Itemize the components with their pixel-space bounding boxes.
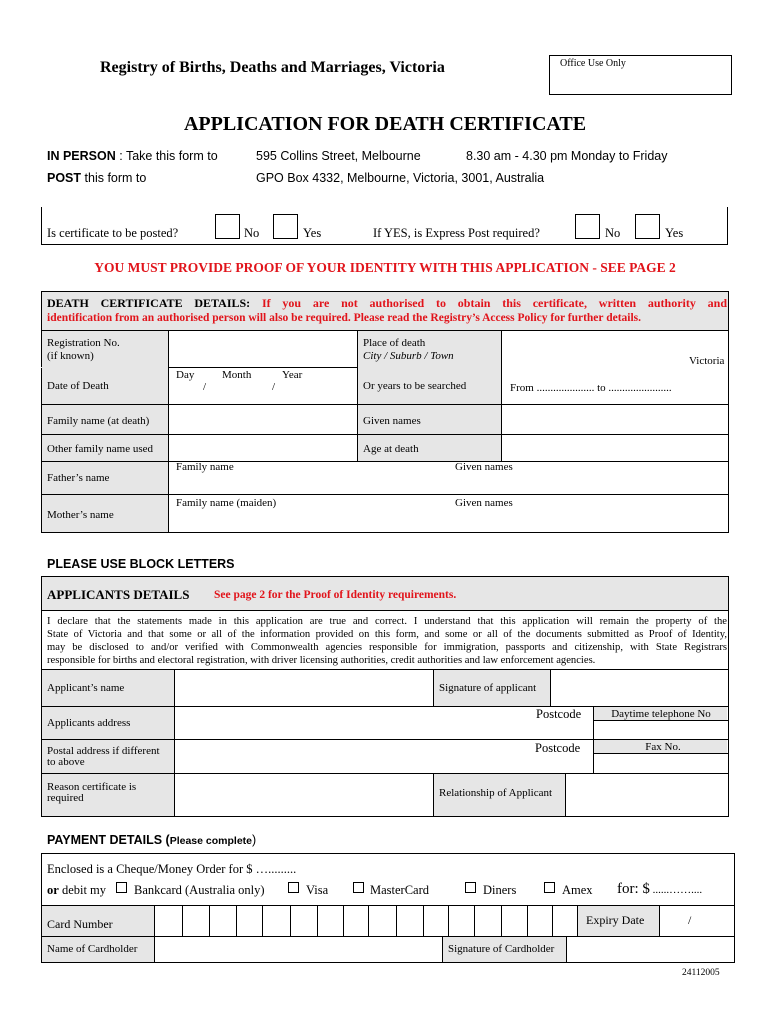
postal-address-hint: to above [47, 756, 85, 768]
post-text: this form to [81, 171, 147, 185]
office-use-label: Office Use Only [560, 58, 626, 69]
relationship-label: Relationship of Applicant [439, 787, 553, 799]
registry-title: Registry of Births, Deaths and Marriages, Victoria [100, 59, 445, 76]
death-heading-note-2: identification from an authorised person will also be required. Please read the Registry’s Access Policy for further details. [47, 312, 642, 324]
express-question: If YES, is Express Post required? [373, 226, 540, 240]
years-searched-range[interactable]: From ..................... to ....................... [510, 382, 672, 394]
age-at-death-input[interactable] [502, 435, 728, 461]
posted-yes-label: Yes [303, 226, 322, 240]
posted-yes-checkbox[interactable] [273, 214, 298, 239]
postcode-label-1: Postcode [536, 707, 582, 721]
daytime-phone-input[interactable] [594, 721, 728, 739]
bankcard-label: Bankcard (Australia only) [134, 883, 265, 897]
mother-given-names-label: Given names [455, 497, 513, 509]
death-details-heading [47, 296, 727, 311]
post-label: POST [47, 171, 82, 185]
place-of-death-hint: City / Suburb / Town [363, 350, 454, 362]
applicant-name-label: Applicant’s name [47, 682, 125, 694]
expiry-date-label: Expiry Date [586, 913, 645, 927]
post-address: GPO Box 4332, Melbourne, Victoria, 3001, Australia [256, 171, 545, 185]
visa-checkbox[interactable] [288, 882, 299, 893]
visa-label: Visa [306, 883, 329, 897]
in-person-line [47, 149, 218, 163]
bankcard-checkbox[interactable] [116, 882, 127, 893]
mastercard-label: MasterCard [370, 883, 430, 897]
date-slash-2: / [272, 381, 276, 393]
in-person-text: : Take this form to [115, 149, 218, 163]
cheque-line[interactable]: Enclosed is a Cheque/Money Order for $ …......... [47, 862, 297, 876]
diners-checkbox[interactable] [465, 882, 476, 893]
given-names-label: Given names [363, 415, 421, 427]
reason-label: Reason certificate is [47, 781, 137, 793]
postal-address-input[interactable] [175, 740, 593, 773]
date-slash-1: / [203, 381, 207, 393]
date-of-death-label: Date of Death [47, 380, 109, 392]
or-label: or [47, 883, 59, 897]
registration-no-hint: (if known) [47, 350, 94, 362]
daytime-phone-label: Daytime telephone No [611, 708, 711, 720]
mother-name-input[interactable] [169, 495, 728, 532]
express-no-checkbox[interactable] [575, 214, 600, 239]
for-dots: ......…….... [649, 884, 703, 896]
proof-notice: YOU MUST PROVIDE PROOF OF YOUR IDENTITY WITH THIS APPLICATION - SEE PAGE 2 [94, 260, 676, 275]
relationship-input[interactable] [566, 774, 728, 816]
mastercard-checkbox[interactable] [353, 882, 364, 893]
office-hours: 8.30 am - 4.30 pm Monday to Friday [466, 149, 668, 163]
card-number-input[interactable] [154, 906, 577, 936]
father-family-name-label: Family name [176, 461, 234, 473]
payment-heading [47, 833, 256, 847]
mother-family-name-label: Family name (maiden) [176, 497, 277, 509]
date-of-death-input[interactable] [169, 368, 356, 404]
office-use-box [549, 55, 732, 95]
reason-hint: required [47, 792, 84, 804]
years-searched-label: Or years to be searched [363, 380, 467, 392]
fax-input[interactable] [594, 754, 728, 773]
payment-heading-close: ) [252, 833, 257, 847]
amex-label: Amex [562, 883, 593, 897]
day-label: Day [176, 369, 195, 381]
applicant-address-label: Applicants address [47, 717, 131, 729]
place-of-death-label: Place of death [363, 337, 426, 349]
express-no-label: No [605, 226, 621, 240]
postcode-label-2: Postcode [535, 741, 581, 755]
state-victoria: Victoria [689, 355, 725, 367]
postal-address-label: Postal address if different [47, 745, 160, 757]
death-heading-note: If you are not authorised to obtain this certificate, written authority and [261, 296, 728, 310]
posted-no-label: No [244, 226, 260, 240]
given-names-input[interactable] [502, 405, 728, 434]
in-person-label: IN PERSON [47, 149, 116, 163]
cardholder-signature-label: Signature of Cardholder [448, 943, 555, 955]
applicant-heading-note: See page 2 for the Proof of Identity requirements. [214, 589, 457, 601]
form-code: 24112005 [682, 968, 720, 978]
death-heading-title: DEATH CERTIFICATE DETAILS: [47, 296, 251, 310]
age-at-death-label: Age at death [363, 443, 419, 455]
in-person-address: 595 Collins Street, Melbourne [256, 149, 421, 163]
applicant-address-input[interactable] [175, 707, 593, 739]
amex-checkbox[interactable] [544, 882, 555, 893]
declaration-line: I declare that the statements made in this application are true and correct. I understand that this application will remain the property of the [47, 616, 727, 627]
block-letters-note: PLEASE USE BLOCK LETTERS [47, 557, 235, 571]
declaration-line: responsible for births and electoral registration, with driver licensing authorities, credit authorities and law enforcement agencies. [47, 655, 596, 666]
post-line [47, 171, 146, 185]
debit-label: debit my [58, 883, 107, 897]
express-yes-label: Yes [665, 226, 684, 240]
month-label: Month [222, 369, 252, 381]
posted-no-checkbox[interactable] [215, 214, 240, 239]
applicant-name-input[interactable] [175, 670, 433, 706]
expiry-date-input[interactable] [660, 906, 734, 936]
fax-label: Fax No. [645, 741, 681, 753]
cardholder-signature-input[interactable] [567, 937, 734, 962]
applicant-signature-input[interactable] [551, 670, 728, 706]
cardholder-name-label: Name of Cardholder [47, 943, 138, 955]
reason-input[interactable] [175, 774, 433, 816]
form-title: APPLICATION FOR DEATH CERTIFICATE [183, 113, 587, 135]
family-name-input[interactable] [169, 405, 356, 434]
father-name-label: Father’s name [47, 472, 110, 484]
other-family-name-label: Other family name used [47, 443, 153, 455]
cardholder-name-input[interactable] [155, 937, 442, 962]
card-number-label: Card Number [47, 917, 113, 931]
posted-question: Is certificate to be posted? [47, 226, 179, 240]
mother-name-label: Mother’s name [47, 509, 114, 521]
payment-heading-hint: Please complete [169, 835, 252, 847]
applicant-heading: APPLICANTS DETAILS [47, 587, 190, 602]
year-label: Year [282, 369, 303, 381]
registration-no-input[interactable] [169, 331, 356, 367]
expiry-slash: / [688, 913, 692, 927]
for-amount[interactable] [617, 881, 702, 898]
father-given-names-label: Given names [455, 461, 513, 473]
other-family-name-input[interactable] [169, 435, 356, 461]
express-yes-checkbox[interactable] [635, 214, 660, 239]
declaration-line: State of Victoria and that some or all of the information provided on this form, and some or all of the documents submitted as Proof of Identity, [47, 629, 727, 640]
payment-heading-text: PAYMENT DETAILS ( [47, 833, 170, 847]
declaration-line: may be disclosed to and/or verified with Commonwealth agencies responsible for immigration, passports and citizenship, with State Registrars [47, 642, 727, 653]
applicant-signature-label: Signature of applicant [439, 682, 537, 694]
family-name-label: Family name (at death) [47, 415, 150, 427]
declaration [47, 615, 727, 667]
diners-label: Diners [483, 883, 517, 897]
registration-no-label: Registration No. [47, 337, 120, 349]
for-label: for: $ [617, 881, 650, 897]
debit-line [47, 883, 106, 898]
father-name-input[interactable] [169, 462, 728, 494]
